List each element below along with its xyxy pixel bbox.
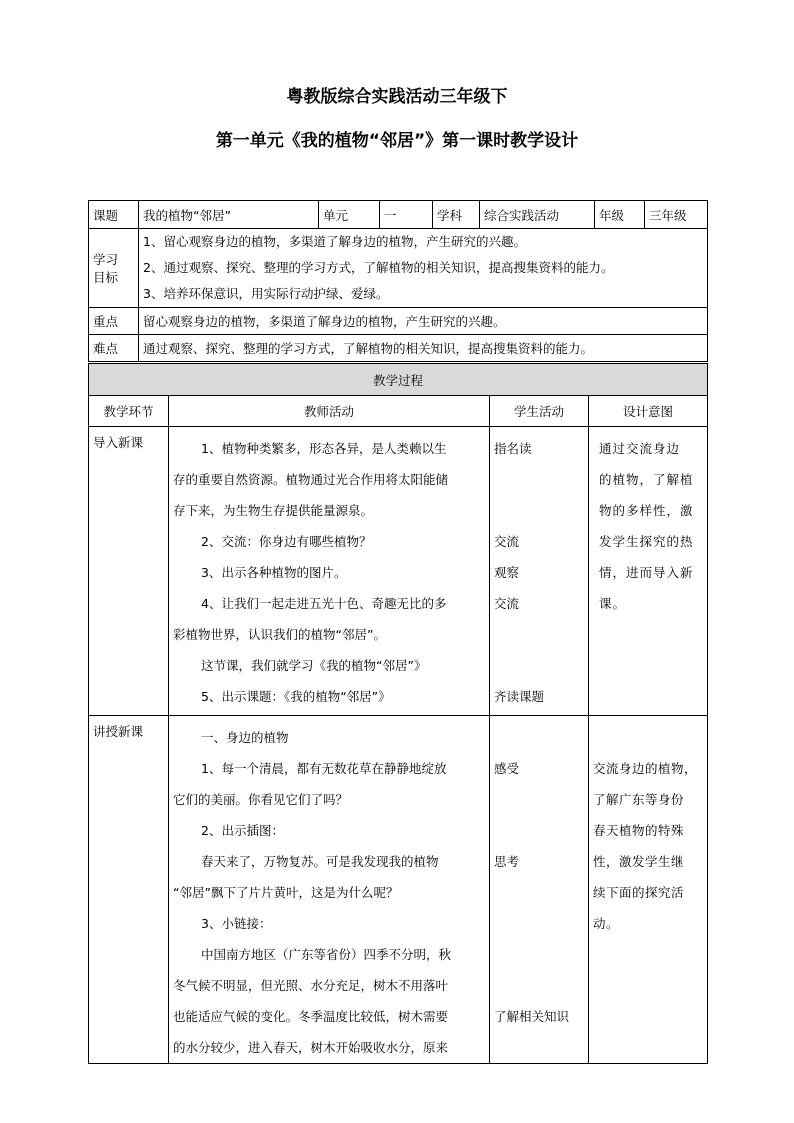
key-value: 留心观察身边的植物，多渠道了解身边的植物，产生研究的兴趣。 bbox=[139, 308, 708, 335]
subject-label: 学科 bbox=[433, 201, 480, 229]
student-line: 了解相关知识 bbox=[494, 1009, 570, 1024]
teacher-line: 3、出示各种植物的图片。 bbox=[201, 565, 347, 580]
teacher-line: “邻居”飘下了片片黄叶，这是为什么呢？ bbox=[173, 885, 399, 900]
student-line: 观察 bbox=[494, 565, 520, 580]
design-purpose bbox=[589, 716, 708, 1064]
document-subtitle: 第一单元《我的植物“邻居”》第一课时教学设计 bbox=[215, 131, 579, 151]
teacher-line: 也能适应气候的变化。冬季温度比较低，树木需要 bbox=[173, 1009, 449, 1024]
purpose-line: 的植物，了解植 bbox=[599, 472, 694, 487]
goals-label-line-1: 学习 bbox=[93, 252, 119, 267]
purpose-line: 物的多样性，激 bbox=[599, 503, 694, 518]
unit-label: 单元 bbox=[319, 201, 380, 229]
teacher-line: 冬气候不明显，但光照、水分充足，树木不用落叶 bbox=[173, 978, 449, 993]
grade-value: 三年级 bbox=[645, 201, 708, 229]
teacher-line: 1、植物种类繁多，形态各异，是人类赖以生 bbox=[201, 441, 447, 456]
info-row-key bbox=[89, 308, 708, 335]
header-student: 学生活动 bbox=[490, 396, 589, 427]
teacher-line: 1、每一个清晨，都有无数花草在静静地绽放 bbox=[201, 761, 447, 776]
teacher-line: 一、身边的植物 bbox=[201, 730, 289, 745]
goal-item: 2、通过观察、探究、整理的学习方式，了解植物的相关知识，提高搜集资料的能力。 bbox=[143, 260, 614, 275]
process-header-row bbox=[89, 396, 708, 427]
unit-value: 一 bbox=[380, 201, 433, 229]
teacher-line: 这节课，我们就学习《我的植物“邻居”》 bbox=[201, 658, 427, 673]
subject-value: 综合实践活动 bbox=[480, 201, 595, 229]
student-line: 齐读课题 bbox=[494, 689, 545, 704]
teacher-activity bbox=[169, 427, 490, 716]
goals-label bbox=[89, 229, 139, 308]
purpose-line: 春天植物的特殊 bbox=[593, 823, 685, 838]
purpose-line: 交流身边的植物， bbox=[593, 761, 698, 776]
student-line: 交流 bbox=[494, 596, 520, 611]
teacher-line: 彩植物世界，认识我们的植物“邻居”。 bbox=[173, 627, 386, 642]
purpose-line: 了解广东等身份 bbox=[593, 792, 685, 807]
purpose-line: 情，进而导入新 bbox=[599, 565, 694, 580]
teacher-line: 存下来，为生物生存提供能量源泉。 bbox=[173, 503, 374, 518]
teacher-line: 2、出示插图： bbox=[201, 823, 284, 838]
key-label: 重点 bbox=[89, 308, 139, 335]
teacher-line: 4、让我们一起走进五光十色、奇趣无比的多 bbox=[201, 596, 447, 611]
student-activity bbox=[490, 427, 589, 716]
info-row-difficulty bbox=[89, 335, 708, 362]
stage-name: 导入新课 bbox=[89, 427, 169, 716]
student-line: 交流 bbox=[494, 534, 520, 549]
student-line: 思考 bbox=[494, 854, 520, 869]
teacher-line: 的水分较少，进入春天，树木开始吸收水分，原来 bbox=[173, 1040, 449, 1055]
student-line: 感受 bbox=[494, 761, 520, 776]
info-row-goals bbox=[89, 229, 708, 308]
teacher-line: 它们的美丽。你看见它们了吗？ bbox=[173, 792, 349, 807]
purpose-line: 动。 bbox=[593, 916, 620, 931]
purpose-line: 续下面的探究活 bbox=[593, 885, 685, 900]
teacher-activity bbox=[169, 716, 490, 1064]
purpose-line: 发学生探究的热 bbox=[599, 534, 694, 549]
process-banner-row bbox=[89, 364, 708, 396]
header-purpose: 设计意图 bbox=[589, 396, 708, 427]
teacher-line: 中国南方地区（广东等省份）四季不分明，秋 bbox=[201, 947, 452, 962]
grade-label: 年级 bbox=[595, 201, 645, 229]
student-activity bbox=[490, 716, 589, 1064]
course-label: 课题 bbox=[89, 201, 139, 229]
lesson-info-table bbox=[88, 200, 708, 362]
purpose-line: 性，激发学生继 bbox=[593, 854, 685, 869]
student-line: 指名读 bbox=[494, 441, 532, 456]
teacher-line: 3、小链接： bbox=[201, 916, 272, 931]
document-title: 粤教版综合实践活动三年级下 bbox=[286, 87, 508, 107]
goal-item: 3、培养环保意识，用实际行动护绿、爱绿。 bbox=[143, 286, 389, 301]
teacher-line: 2、交流：你身边有哪些植物？ bbox=[201, 534, 372, 549]
course-value: 我的植物“邻居” bbox=[139, 201, 319, 229]
header-stage: 教学环节 bbox=[89, 396, 169, 427]
process-banner: 教学过程 bbox=[89, 364, 708, 396]
stage-name: 讲授新课 bbox=[89, 716, 169, 1064]
teacher-line: 5、出示课题：《我的植物“邻居”》 bbox=[201, 689, 391, 704]
goals-label-line-2: 目标 bbox=[93, 270, 119, 285]
goals-list bbox=[139, 229, 708, 308]
purpose-line: 通过交流身边 bbox=[599, 441, 681, 456]
teacher-line: 存的重要自然资源。植物通过光合作用将太阳能储 bbox=[173, 472, 449, 487]
header-teacher: 教师活动 bbox=[169, 396, 490, 427]
teaching-process-table bbox=[88, 363, 708, 1064]
difficulty-label: 难点 bbox=[89, 335, 139, 362]
goal-item: 1、留心观察身边的植物，多渠道了解身边的植物，产生研究的兴趣。 bbox=[143, 234, 526, 249]
design-purpose bbox=[589, 427, 708, 716]
section-intro-row bbox=[89, 427, 708, 716]
section-lecture-row bbox=[89, 716, 708, 1064]
difficulty-value: 通过观察、探究、整理的学习方式，了解植物的相关知识，提高搜集资料的能力。 bbox=[139, 335, 708, 362]
purpose-line: 课。 bbox=[599, 596, 627, 611]
info-row-course bbox=[89, 201, 708, 229]
teacher-line: 春天来了，万物复苏。可是我发现我的植物 bbox=[201, 854, 439, 869]
